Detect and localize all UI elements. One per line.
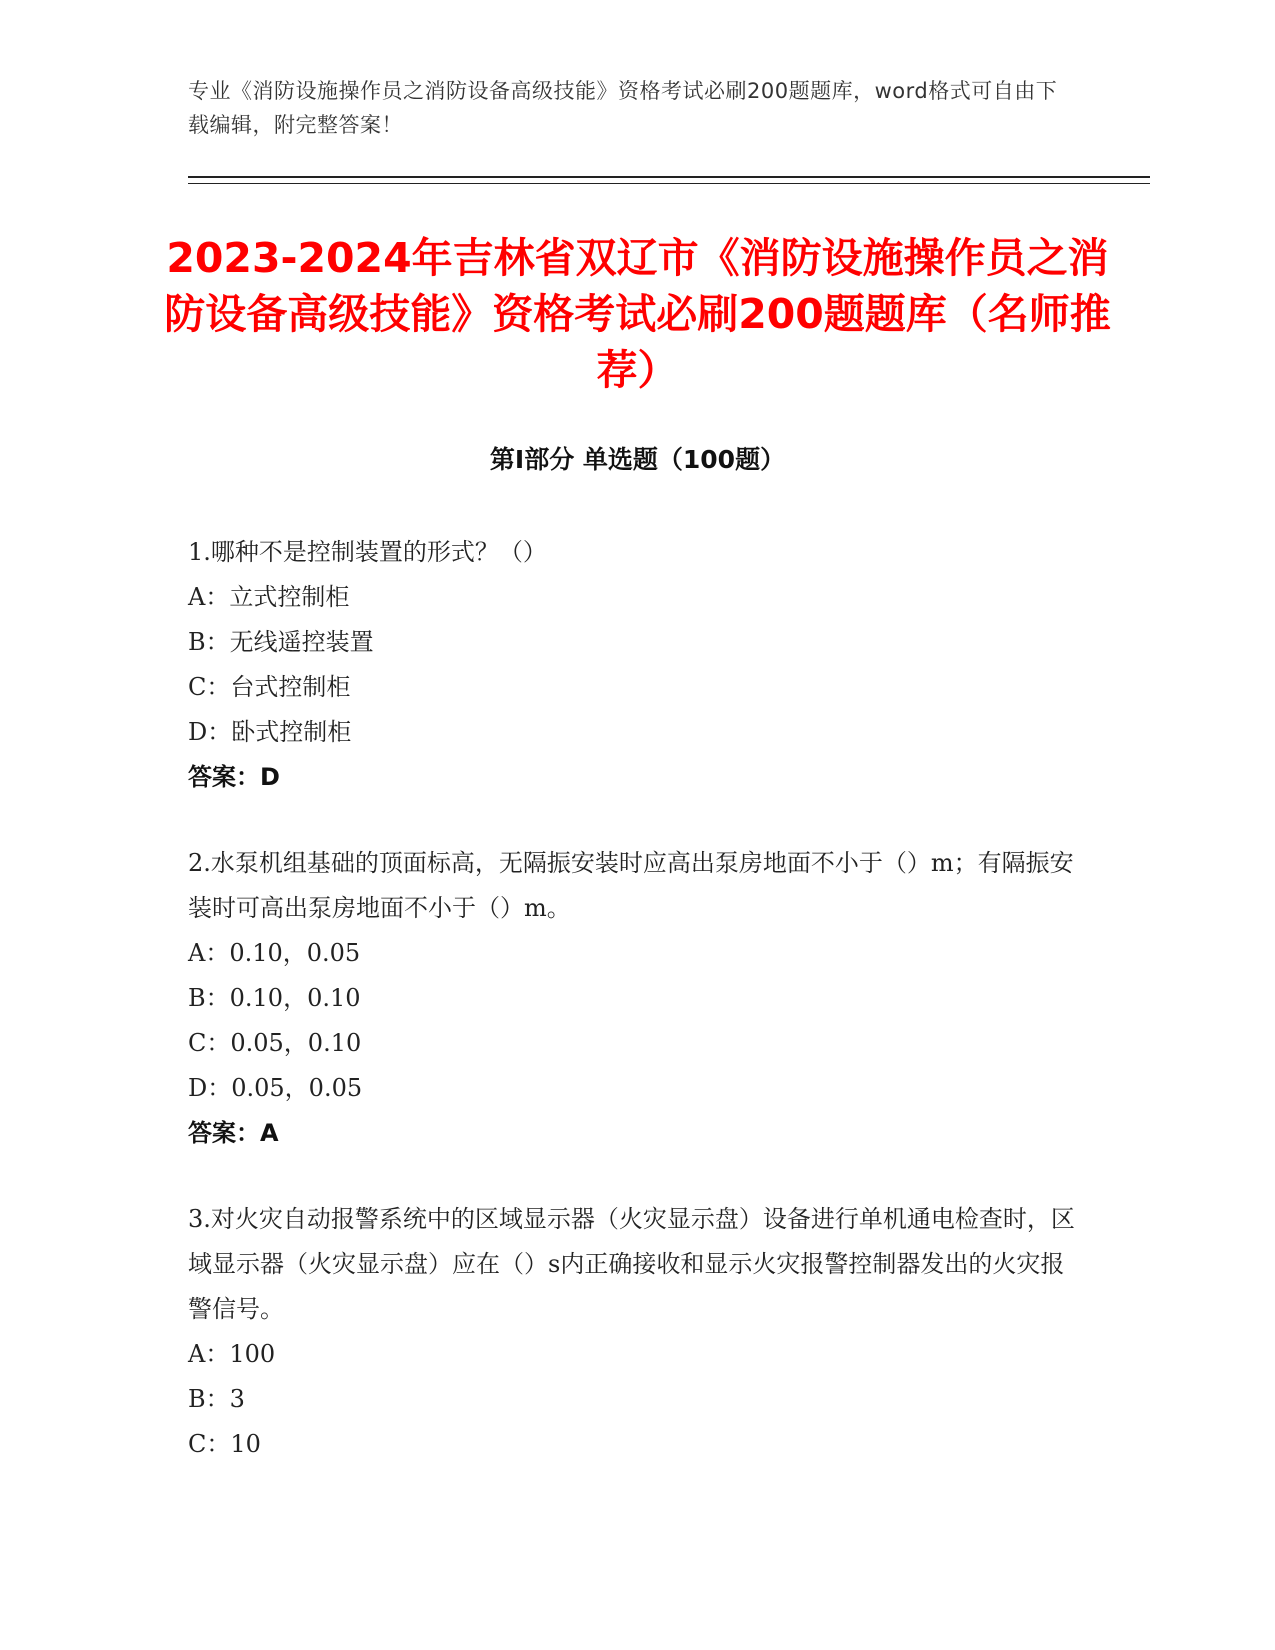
question-stem: 3.对火灾自动报警系统中的区域显示器（火灾显示盘）设备进行单机通电检查时，区域显示器（火灾显示盘）应在（）s内正确接收和显示火灾报警控制器发出的火灾报警信号。 xyxy=(188,1205,1075,1323)
question-list xyxy=(188,530,1088,1508)
question-stem: 1.哪种不是控制装置的形式？（） xyxy=(188,538,547,566)
section-title: 第I部分 单选题（100题） xyxy=(489,445,786,474)
option-b: B：无线遥控装置 xyxy=(188,628,374,656)
answer-label: 答案：D xyxy=(188,763,280,791)
question-stem: 2.水泵机组基础的顶面标高，无隔振安装时应高出泵房地面不小于（）m；有隔振安装时可高出泵房地面不小于（）m。 xyxy=(188,849,1074,922)
header-note: 专业《消防设施操作员之消防设备高级技能》资格考试必刷200题题库，word格式可自由下载编辑，附完整答案！ xyxy=(188,79,1058,137)
document-title: 2023-2024年吉林省双辽市《消防设施操作员之消防设备高级技能》资格考试必刷200题题库（名师推荐） xyxy=(164,234,1111,394)
option-b: B：3 xyxy=(188,1385,245,1413)
option-a: A：立式控制柜 xyxy=(188,583,350,611)
option-c: C：0.05，0.10 xyxy=(188,1029,362,1057)
header-divider-thin xyxy=(188,183,1150,184)
question-3 xyxy=(188,1197,1088,1467)
option-a: A：0.10，0.05 xyxy=(188,939,361,967)
option-b: B：0.10，0.10 xyxy=(188,984,361,1012)
option-c: C：台式控制柜 xyxy=(188,673,351,701)
answer-label: 答案：A xyxy=(188,1119,279,1147)
question-2 xyxy=(188,841,1088,1156)
header-divider-thick xyxy=(188,176,1150,178)
question-1 xyxy=(188,530,1088,800)
option-d: D：0.05，0.05 xyxy=(188,1074,363,1102)
option-c: C：10 xyxy=(188,1430,261,1458)
option-a: A：100 xyxy=(188,1340,276,1368)
option-d: D：卧式控制柜 xyxy=(188,718,352,746)
